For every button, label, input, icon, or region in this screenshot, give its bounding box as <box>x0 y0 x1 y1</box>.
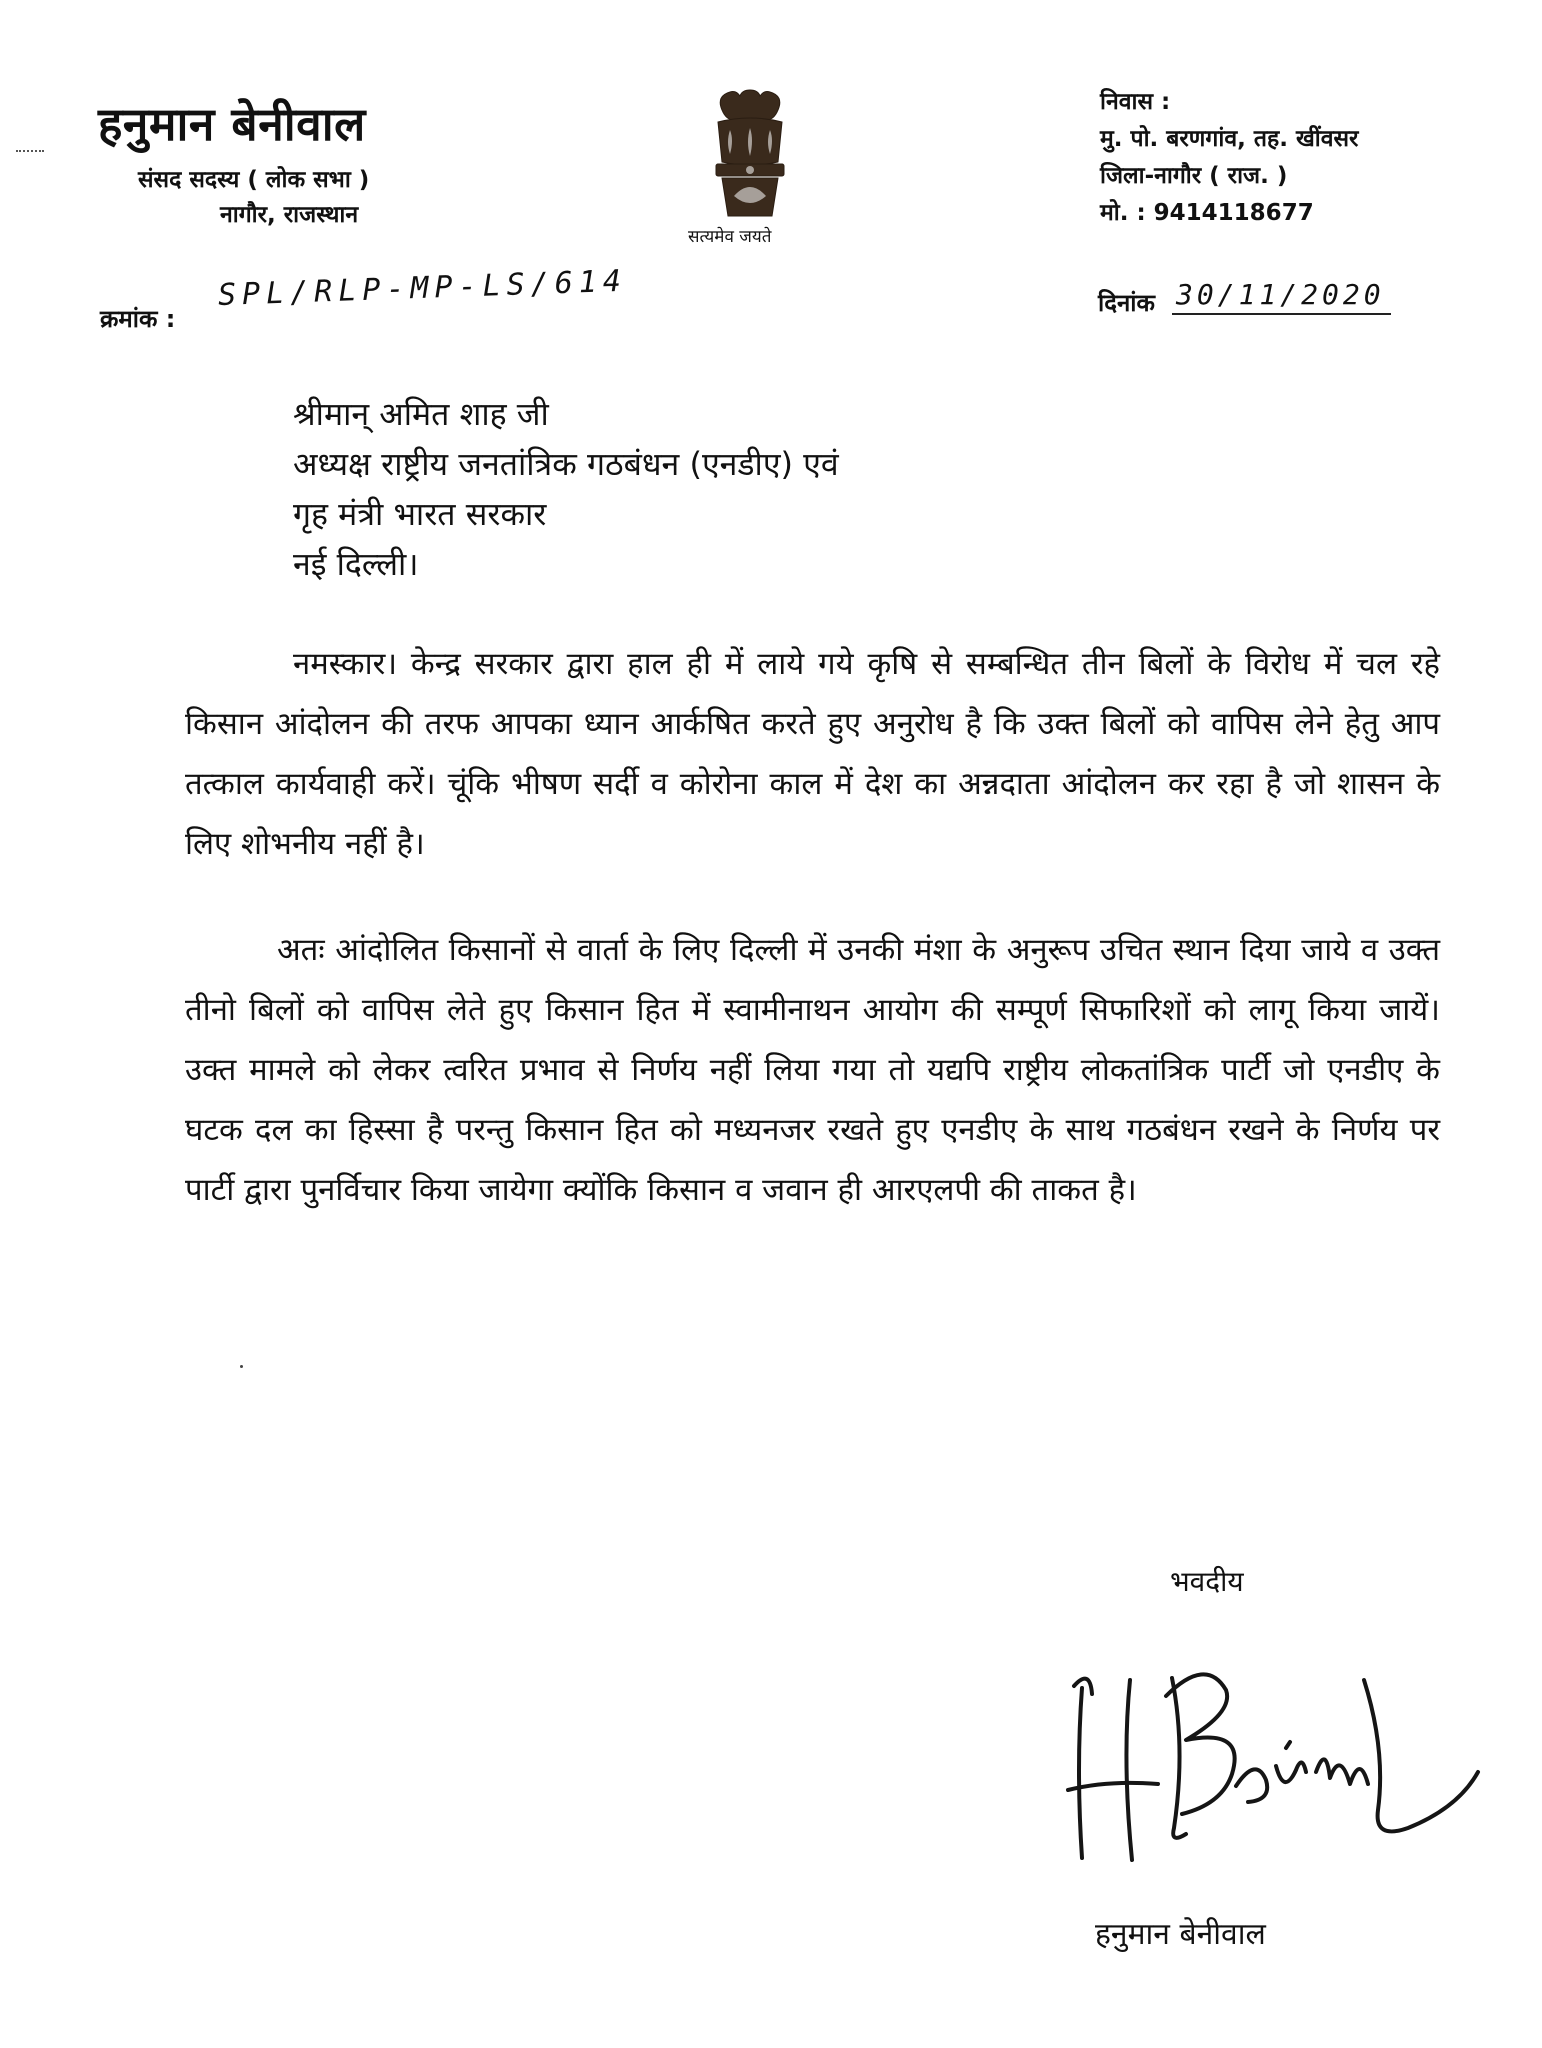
signer-name: हनुमान बेनीवाल <box>1095 1917 1266 1952</box>
date-value: 30/11/2020 <box>1172 278 1391 315</box>
phone-number: मो. : 9414118677 <box>1100 200 1314 226</box>
addressee-line: अध्यक्ष राष्ट्रीय जनतांत्रिक गठबंधन (एनडीए) एवं <box>293 445 839 483</box>
body-paragraph-1: नमस्कार। केन्द्र सरकार द्वारा हाल ही में लाये गये कृषि से सम्बन्धित तीन बिलों के विरोध में चल रहे किसान आंदोलन की तरफ आपका ध्यान आर्कषित करते हुए अनुरोध है कि उक्त बिलों को वापिस लेने हेतु आप तत्काल कार्यवाही करें। चूंकि भीषण सर्दी व कोरोना काल में देश का अन्नदाता आंदोलन कर रहा है जो शासन के लिए शोभनीय नहीं है। <box>185 646 1440 862</box>
emblem-motto: सत्यमेव जयते <box>688 227 772 247</box>
national-emblem-icon <box>700 88 800 228</box>
addressee-city: नई दिल्ली। <box>293 545 419 583</box>
scan-speck <box>240 1365 243 1368</box>
addressee-name: श्रीमान् अमित शाह जी <box>293 395 549 433</box>
body-paragraph-2: अतः आंदोलित किसानों से वार्ता के लिए दिल्ली में उनकी मंशा के अनुरूप उचित स्थान दिया जाये व उक्त तीनो बिलों को वापिस लेते हुए किसान हित में स्वामीनाथन आयोग की सम्पूर्ण सिफारिशों को लागू किया जायें। उक्त मामले को लेकर त्वरित प्रभाव से निर्णय नहीं लिया गया तो यद्यपि राष्ट्रीय लोकतांत्रिक पार्टी जो एनडीए के घटक दल का हिस्सा है परन्तु किसान हित को मध्यनजर रखते हुए एनडीए के साथ गठबंधन रखने के निर्णय पर पार्टी द्वारा पुनर्विचार किया जायेगा क्योंकि किसान व जवान ही आरएलपी की ताकत है। <box>185 932 1440 1208</box>
closing-salutation: भवदीय <box>1170 1565 1244 1598</box>
scan-speck <box>16 150 44 155</box>
handwritten-signature <box>1060 1640 1520 1870</box>
address-heading: निवास : <box>1100 89 1171 115</box>
reference-label: क्रमांक : <box>100 305 176 333</box>
sender-designation: संसद सदस्य ( लोक सभा ) <box>138 167 370 193</box>
reference-number: SPL/RLP-MP-LS/614 <box>217 263 628 313</box>
sender-place: नागौर, राजस्थान <box>220 202 359 228</box>
date-label: दिनांक <box>1098 289 1155 317</box>
addressee-line: गृह मंत्री भारत सरकार <box>293 495 547 533</box>
sender-name: हनुमान बेनीवाल <box>98 97 366 151</box>
address-line: मु. पो. बरणगांव, तह. खींवसर <box>1100 126 1359 152</box>
address-line: जिला-नागौर ( राज. ) <box>1100 163 1288 189</box>
